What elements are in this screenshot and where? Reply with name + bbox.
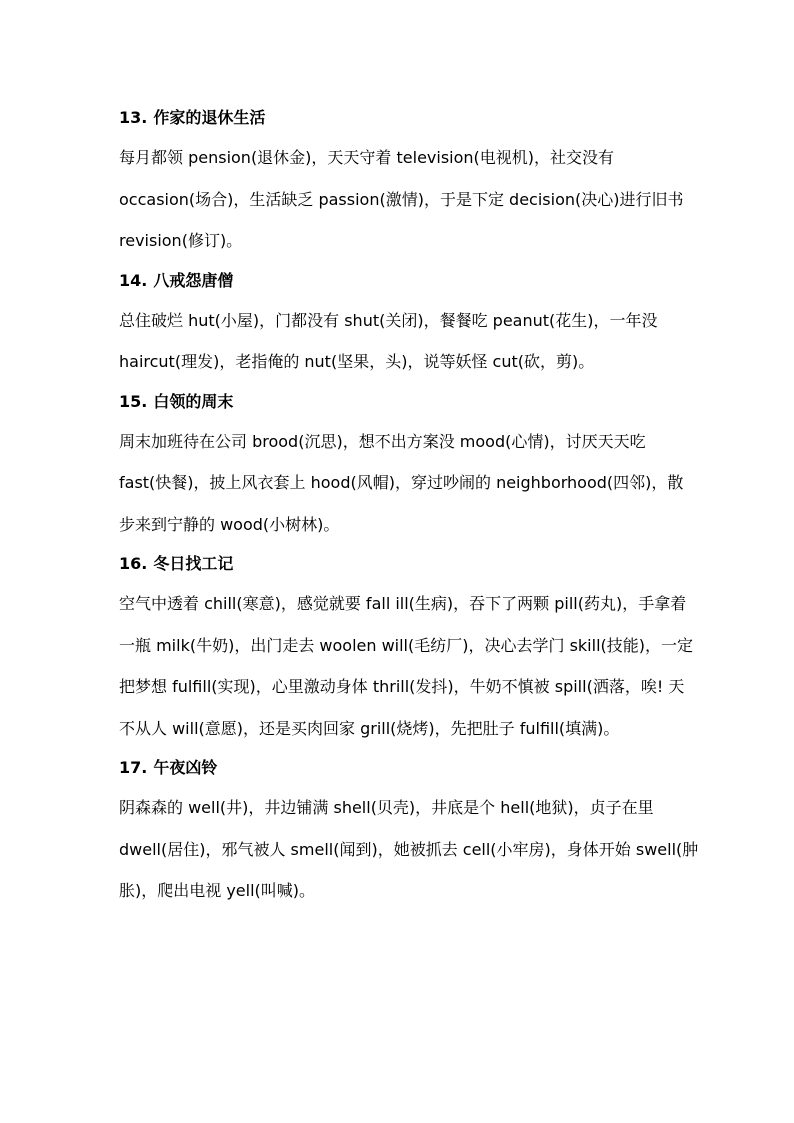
section-number: 16. — [119, 554, 148, 573]
section-number: 14. — [119, 270, 148, 290]
section-16 — [119, 550, 699, 749]
section-13 — [119, 104, 699, 262]
section-heading — [119, 267, 699, 295]
section-15 — [119, 388, 699, 546]
section-title: 作家的退休生活 — [153, 108, 266, 127]
section-14 — [119, 267, 699, 383]
section-body — [119, 421, 699, 546]
section-body — [119, 137, 699, 262]
section-title: 午夜凶铃 — [153, 758, 218, 777]
section-body — [119, 583, 699, 749]
section-title: 白领的周末 — [153, 391, 234, 411]
section-paragraph: 阴森森的 well(井)，井边铺满 shell(贝壳)，井底是个 hell(地狱)，贞子在里 dwell(居住)，邪气被人 smell(闻到)，她被抓去 cell(小牢房)，身体开始 swell(肿胀)，爬出电视 yell(叫喊)。 — [119, 798, 699, 900]
section-title: 冬日找工记 — [153, 554, 234, 573]
document-page — [119, 104, 699, 917]
section-heading — [119, 754, 699, 782]
section-number: 15. — [119, 391, 148, 411]
section-paragraph: 每月都领 pension(退休金)，天天守着 television(电视机)，社交没有 occasion(场合)，生活缺乏 passion(激情)，于是下定 decision(决心)进行旧书 revision(修订)。 — [119, 148, 684, 250]
section-heading — [119, 550, 699, 578]
section-paragraph: 总住破烂 hut(小屋)，门都没有 shut(关闭)，餐餐吃 peanut(花生)，一年没 haircut(理发)，老指俺的 nut(坚果，头)，说等妖怪 cut(砍，剪)。 — [119, 310, 658, 371]
section-heading — [119, 104, 699, 132]
section-17 — [119, 754, 699, 912]
section-number: 17. — [119, 758, 148, 777]
section-title: 八戒怨唐僧 — [153, 270, 234, 290]
section-paragraph: 空气中透着 chill(寒意)，感觉就要 fall ill(生病)，吞下了两颗 pill(药丸)，手拿着一瓶 milk(牛奶)，出门走去 woolen will(毛纺厂)，决心去学门 skill(技能)，一定把梦想 fulfill(实现)，心里激动身体 thrill(发抖)，牛奶不慎被 spill(洒落，唉! 天不从人 will(意愿)，还是买肉回家 grill(烧烤)，先把肚子 fulfill(填满)。 — [119, 594, 693, 738]
section-heading — [119, 388, 699, 416]
section-body — [119, 787, 699, 912]
section-number: 13. — [119, 108, 148, 127]
section-paragraph: 周末加班待在公司 brood(沉思)，想不出方案没 mood(心情)，讨厌天天吃 fast(快餐)，披上风衣套上 hood(风帽)，穿过吵闹的 neighborhood(四邻)，散步来到宁静的 wood(小树林)。 — [119, 431, 684, 534]
section-body — [119, 300, 699, 383]
